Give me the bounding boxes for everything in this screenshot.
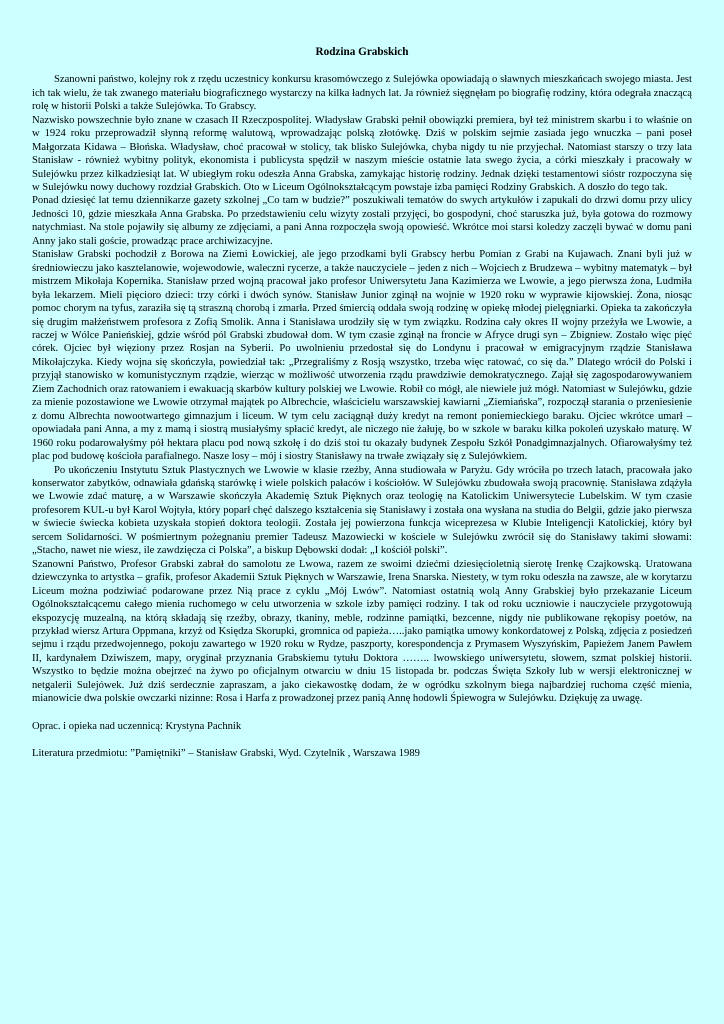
document-title: Rodzina Grabskich <box>315 46 409 58</box>
author-line: Oprac. i opieka nad uczennicą: Krystyna Pachnik <box>32 720 242 732</box>
paragraph-5: Po ukończeniu Instytutu Sztuk Plastycznych we Lwowie w klasie rzeźby, Anna studiowała w Paryżu. Gdy wróciła po trzech latach, pracowała jako konserwator zabytków, odnawiała gdańską starówkę i wiele polskich pałaców i kościołów. W Sulejówku zbudowała swoją pracownię. Stanisława zdążyła we Lwowie zdać maturę, a w Warszawie skończyła Akademię Sztuk Pięknych oraz teologię na Katolickim Uniwersytecie Lubelskim. W tym czasie profesorem KUL-u był Karol Wojtyła, który poparł chęć dalszego kształcenia się Stanisławy i została ona wysłana na studia do Belgii, gdzie jako pierwsza w świecie świecka kobieta uzyskała stopień doktora teologii. Została jej powierzona funkcja wiceprezesa w Klubie Inteligencji Katolickiej, który był sercem Solidarności. W pośmiertnym pożegnaniu premier Tadeusz Mazowiecki w kościele w Sulejówku zwrócił się do Stanisławy takimi słowami: „Stacho, nawet nie wiesz, ile zawdzięcza ci Polska”, a biskup Dębowski dodał: „I kościół polski”. <box>32 464 692 557</box>
document-body <box>32 73 692 705</box>
literature-line: Literatura przedmiotu: ”Pamiętniki” – Stanisław Grabski, Wyd. Czytelnik , Warszawa 1989 <box>32 748 420 760</box>
paragraph-6: Szanowni Państwo, Profesor Grabski zabrał do samolotu ze Lwowa, razem ze swoimi dziećmi dziesięcioletnią sierotę Irenkę Czajkowską. Uratowana dziewczynka to artystka – grafik, profesor Akademii Sztuk Pięknych w Warszawie, Irena Snarska. Niestety, w tym roku odeszła na zawsze, ale w korytarzu Liceum można podziwiać podarowane przez Nią prace z cyklu „Mój Lwów”. Natomiast ostatnią wolą Anny Grabskiej było przekazanie Liceum Ogólnokształcącemu całego mienia ruchomego w celu utworzenia w szkole izby pamięci rodziny. I tak od roku uczniowie i nauczyciele przygotowują ekspozycję muzealną, na którą składają się rzeźby, obrazy, tkaniny, meble, rodzinne pamiątki, bezcenne, nigdy nie publikowane rękopisy poetów, na przykład wiersz Artura Oppmana, krzyż od Księdza Skorupki, gromnica od papieża…..jako pamiątka umowy konkordatowej z Polską, zdjęcia z posiedzeń sejmu i rządu przedwojennego, pokoju zawartego w 1920 roku w Rydze, paszporty, korespondencja z Prymasem Wyszyńskim, Papieżem Janem Pawłem II, kardynałem Dziwiszem, mapy, oryginał przyznania Grabskiemu tytułu Doktora …….. lwowskiego uniwersytetu, słowem, szmat polskiej historii. Wszystko to będzie można obejrzeć na żywo po oficjalnym otwarciu w dniu 15 listopada br. podczas Święta Szkoły lub w wersji elektronicznej w netgalerii Sulejówek. Już dziś serdecznie zapraszam, a jako ciekawostkę dodam, że w ogródku szkolnym biega najbardziej ruchoma część mienia, mianowicie dwa polskie owczarki nizinne: Rosa i Harfa z prowadzonej przez panią Annę hodowli Śpiewogra w Sulejówku. Dziękuję za uwagę. <box>32 558 692 705</box>
paragraph-1: Szanowni państwo, kolejny rok z rzędu uczestnicy konkursu krasomówczego z Sulejówka opowiadają o sławnych mieszkańcach swojego miasta. Jest ich tak wielu, że tak zwanego materiału biograficznego wystarczy na kilka ładnych lat. Ja również sięgnęłam po biografię rodziny, która odegrała znaczącą rolę w historii Polski a także Sulejówka. To Grabscy. <box>32 74 692 113</box>
paragraph-4: Stanisław Grabski pochodził z Borowa na Ziemi Łowickiej, ale jego przodkami byli Grabscy herbu Pomian z Grabi na Kujawach. Znani byli już w średniowieczu jako kasztelanowie, wojewodowie, waleczni rycerze, a także nauczyciele – jeden z nich – Wojciech z Brudzewa – wybitny matematyk – był mistrzem Mikołaja Kopernika. Stanisław przed wojną pracował jako profesor Uniwersytetu Jana Kazimierza we Lwowie, a jego pierwsza żona, Ludmiła była lekarzem. Mieli pięcioro dzieci: trzy córki i dwóch synów. Stanisław Junior zginął na wojnie w 1920 roku w wyprawie kijowskiej. Żona, niosąc pomoc chorym na tyfus, zaraziła się tą straszną chorobą i zmarła. Przed śmiercią oddała swoją rodzinę w opiekę młodej pielęgniarki. Opieka ta zakończyła się drugim małżeństwem profesora z Zofią Smolik. Anna i Stanisława urodziły się w tym związku. Rodzina cały okres II wojny przeżyła we Lwowie, a raczej w Wólce Panieńskiej, gdzie wśród pól Grabski zbudował dom. W tym czasie zginął na froncie w Afryce drugi syn – Zbigniew. Zostało więc pięć córek. Ojciec był więziony przez Rosjan na Syberii. Po uwolnieniu przedostał się do Londynu i pracował w emigracyjnym rządzie Stanisława Mikołajczyka. Kiedy wojna się skończyła, powiedział tak: „Przegraliśmy z Rosją wszystko, trzeba więc ratować, co się da.” Dlatego wrócił do Polski i przyjął stanowisko w komunistycznym rządzie, wierząc w możliwość utworzenia rządu prawdziwie demokratycznego. Zajął się zagospodarowywaniem Ziem Zachodnich oraz ratowaniem i ewakuacją skarbów kultury polskiej we Lwowie. Robił co mógł, ale niewiele już mógł. Natomiast w Sulejówku, gdzie za mienie pozostawione we Lwowie otrzymał majątek po Albrechcie, właścicielu warszawskiej kawiarni „Ziemiańska”, rozpoczął starania o przeniesienie z domu Albrechta nowootwartego gimnazjum i liceum. W tym celu zaciągnął duży kredyt na remont poniemieckiego baraku. Ojciec wkrótce umarł – opowiadała pani Anna, a my z mamą i siostrą musiałyśmy spłacić kredyt, ale niczego nie żałuję, bo w szkole w baraku kilka pokoleń uzyskało maturę. W 1960 roku podarowałyśmy pół hektara placu pod nową szkołę i do dziś stoi tu okazały budynek Zespołu Szkół Ponadgimnazjalnych. Ofiarowałyśmy też plac pod budowę kościoła parafialnego. Nasze losy – mój i siostry Stanisławy na trwałe związały się z Sulejówkiem. <box>32 249 692 463</box>
paragraph-2: Nazwisko powszechnie było znane w czasach II Rzeczpospolitej. Władysław Grabski pełnił obowiązki premiera, był też ministrem skarbu i to właśnie on w 1924 roku przeprowadził słynną reformę walutową, wprowadzając polską złotówkę. Dziś w polskim sejmie zasiada jego wnuczka – pani poseł Małgorzata Kidawa – Błońska. Władysław, choć pracował w stolicy, tak blisko Sulejówka, chyba nigdy tu nie przyjechał. Natomiast starszy o trzy lata Stanisław - również wybitny polityk, ekonomista i publicysta spędził w naszym mieście ostatnie lata swego życia, a córki mieszkały i pracowały w Sulejówku przez kilkadziesiąt lat. W ubiegłym roku odeszła Anna Grabska, zamykając historię rodziny. Jednak dzięki testamentowi sióstr rozpoczyna się w Sulejówku nowy duchowy rozdział Grabskich. Oto w Liceum Ogólnokształcącym powstaje izba pamięci Rodziny Grabskich. A doszło do tego tak. <box>32 114 692 194</box>
paragraph-3: Ponad dziesięć lat temu dziennikarze gazety szkolnej „Co tam w budzie?” poszukiwali tematów do swych artykułów i zapukali do drzwi domu przy ulicy Jedności 10, gdzie mieszkała Anna Grabska. Po przedstawieniu celu wizyty zostali przyjęci, bo gospodyni, choć staruszka już, była gotowa do rozmowy natychmiast. Na stole pojawiły się albumy ze zdjęciami, a pani Anna rozpoczęła swoją opowieść. Wkrótce moi starsi koledzy zaczęli bywać w domu pani Anny jako stali goście, prowadząc prace archiwizacyjne. <box>32 195 692 247</box>
